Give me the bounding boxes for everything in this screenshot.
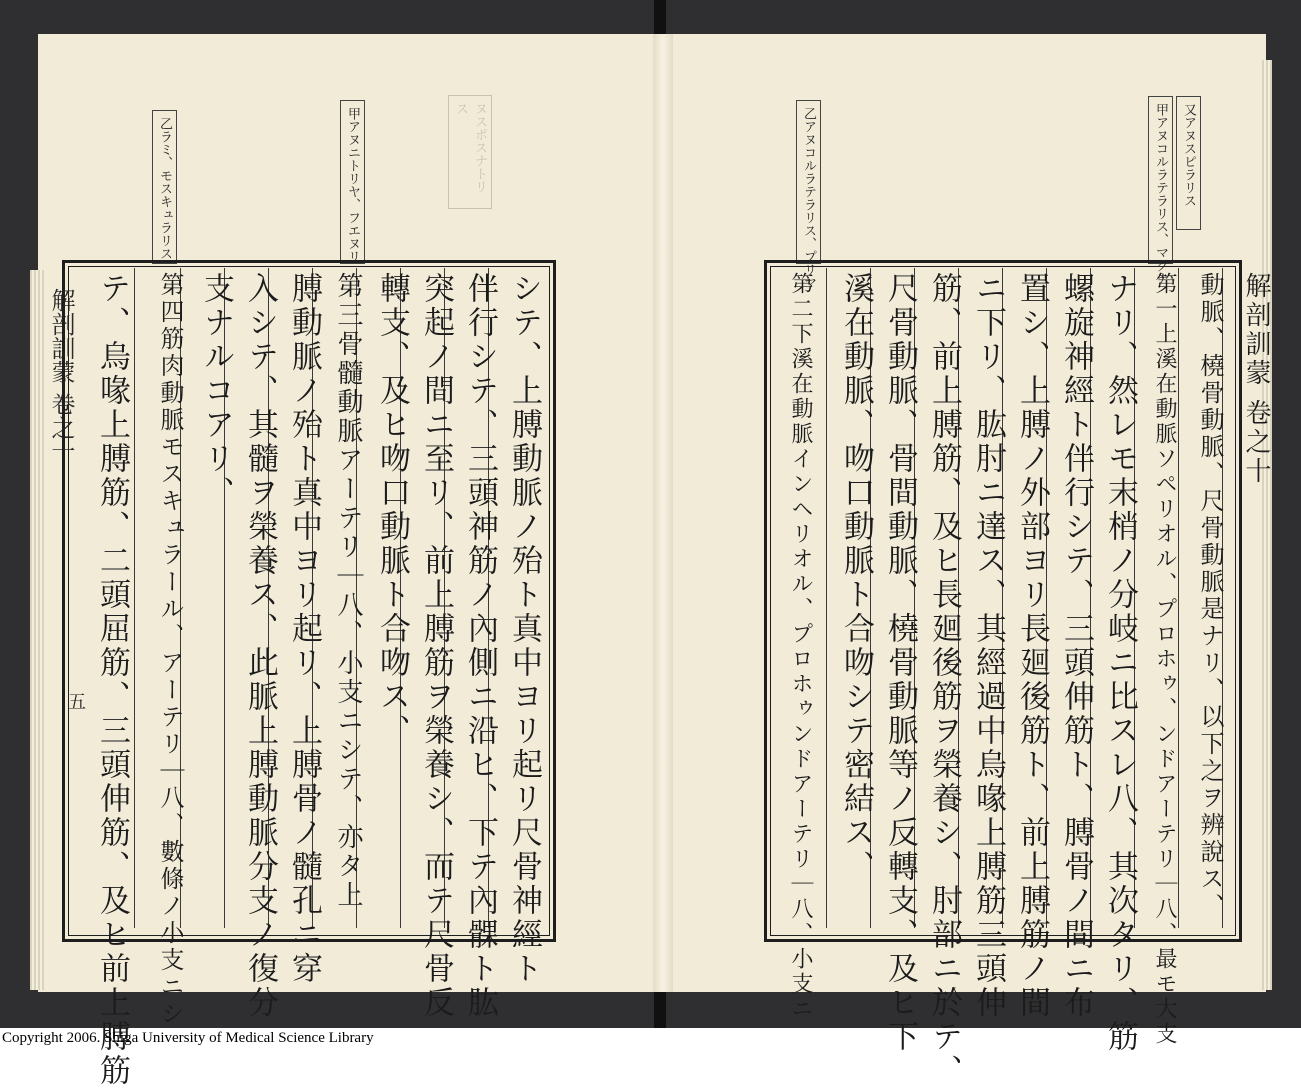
right-column-5: 置シ、上膊ノ外部ヨリ長廻後筋ト、前上膊筋ノ間 <box>1014 272 1050 1020</box>
column-rule <box>826 268 827 928</box>
right-column-8: 尺骨動脈、骨間動脈、橈骨動脈等ノ反轉支、及ヒ下 <box>882 272 918 1054</box>
spine-title: 解剖訓蒙 卷之十 <box>47 288 75 464</box>
page-number: 五 <box>68 692 86 713</box>
left-column-4: 轉支、及ヒ吻口動脈ト合吻ス、 <box>374 272 410 748</box>
left-column-1: シテ、上膊動脈ノ殆ト真中ヨリ起リ尺骨神經ト <box>506 272 542 986</box>
left-column-2: 伴行シテ、三頭神筋ノ內側ニ沿ヒ、下テ內髁ト肱 <box>462 272 498 1020</box>
right-column-4: 螺旋神經ト伴行シテ、三頭伸筋ト、膊骨ノ間ニ布 <box>1058 272 1094 1020</box>
right-column-1: 動脈、橈骨動脈、尺骨動脈是ナリ、以下之ヲ辨說ス、 <box>1196 272 1224 920</box>
binding-thread-bottom <box>654 992 666 1028</box>
left-column-8: 支ナルコアリ、 <box>198 272 234 510</box>
left-column-6: 膊動脈ノ殆ト真中ヨリ起リ、上膊骨ノ髓孔ニ穿 <box>286 272 322 986</box>
left-column-3: 突起ノ間ニ至リ、前上膊筋ヲ榮養シ、而テ尺骨反 <box>418 272 454 1020</box>
right-column-3: ナリ、然レモ末梢ノ分岐ニ比スレ八、其次タリ、筋 <box>1102 272 1138 1054</box>
right-running-head: 解剖訓蒙 卷之十 <box>1241 272 1271 487</box>
left-annotation-b: 乙ラミ、モスキュラリス <box>152 110 177 264</box>
right-annotation-b: 乙アヌコルラテラリス、プリマ <box>796 100 821 264</box>
left-column-10: テ、烏喙上膊筋、二頭屈筋、三頭伸筋、及ヒ前上膊筋 <box>94 272 130 1088</box>
right-annotation-a: 甲アヌコルラテラリス、マグナ <box>1148 96 1173 264</box>
right-column-9: 溪在動脈、吻口動脈ト合吻シテ密結ス、 <box>838 272 874 884</box>
right-column-2: 第一上溪在動脈ソペリオル、プロホゥ、ンドアーテリ｜八、最モ大支 <box>1152 272 1177 1047</box>
left-column-5: 第三骨髓動脈アーテリ｜八、小支ニシテ、亦タ上 <box>333 272 363 910</box>
column-rule <box>134 268 135 928</box>
left-column-7: 入シテ、其髓ヲ榮養ス、此脈上膊動脈分支ノ復分 <box>242 272 278 1020</box>
right-column-10: 第二下溪在動脈インヘリオル、プロホゥンドアーテリ｜八、小支ニ <box>788 272 813 1022</box>
copyright-notice: Copyright 2006. Shiga University of Medical Science Library <box>2 1030 374 1046</box>
book-gutter <box>653 34 673 992</box>
right-page-edges <box>1262 60 1272 990</box>
right-column-6: ニ下リ、肱肘ニ達ス、其經過中烏喙上膊筋三頭伸 <box>970 272 1006 1020</box>
left-bleed-through-label: ヌスポスナトリス <box>448 95 492 209</box>
left-column-9: 第四筋肉動脈モスキュラール、アーテリ｜八、數條ノ小支ニシ <box>156 272 184 1028</box>
right-annotation-c: 又アヌスピラリス <box>1176 96 1201 230</box>
right-column-7: 筋、前上膊筋、及ヒ長廻後筋ヲ榮養シ、肘部ニ於テ、 <box>926 272 962 1088</box>
left-annotation-a: 甲アヌニトリヤ、フエヌリ <box>340 100 365 264</box>
